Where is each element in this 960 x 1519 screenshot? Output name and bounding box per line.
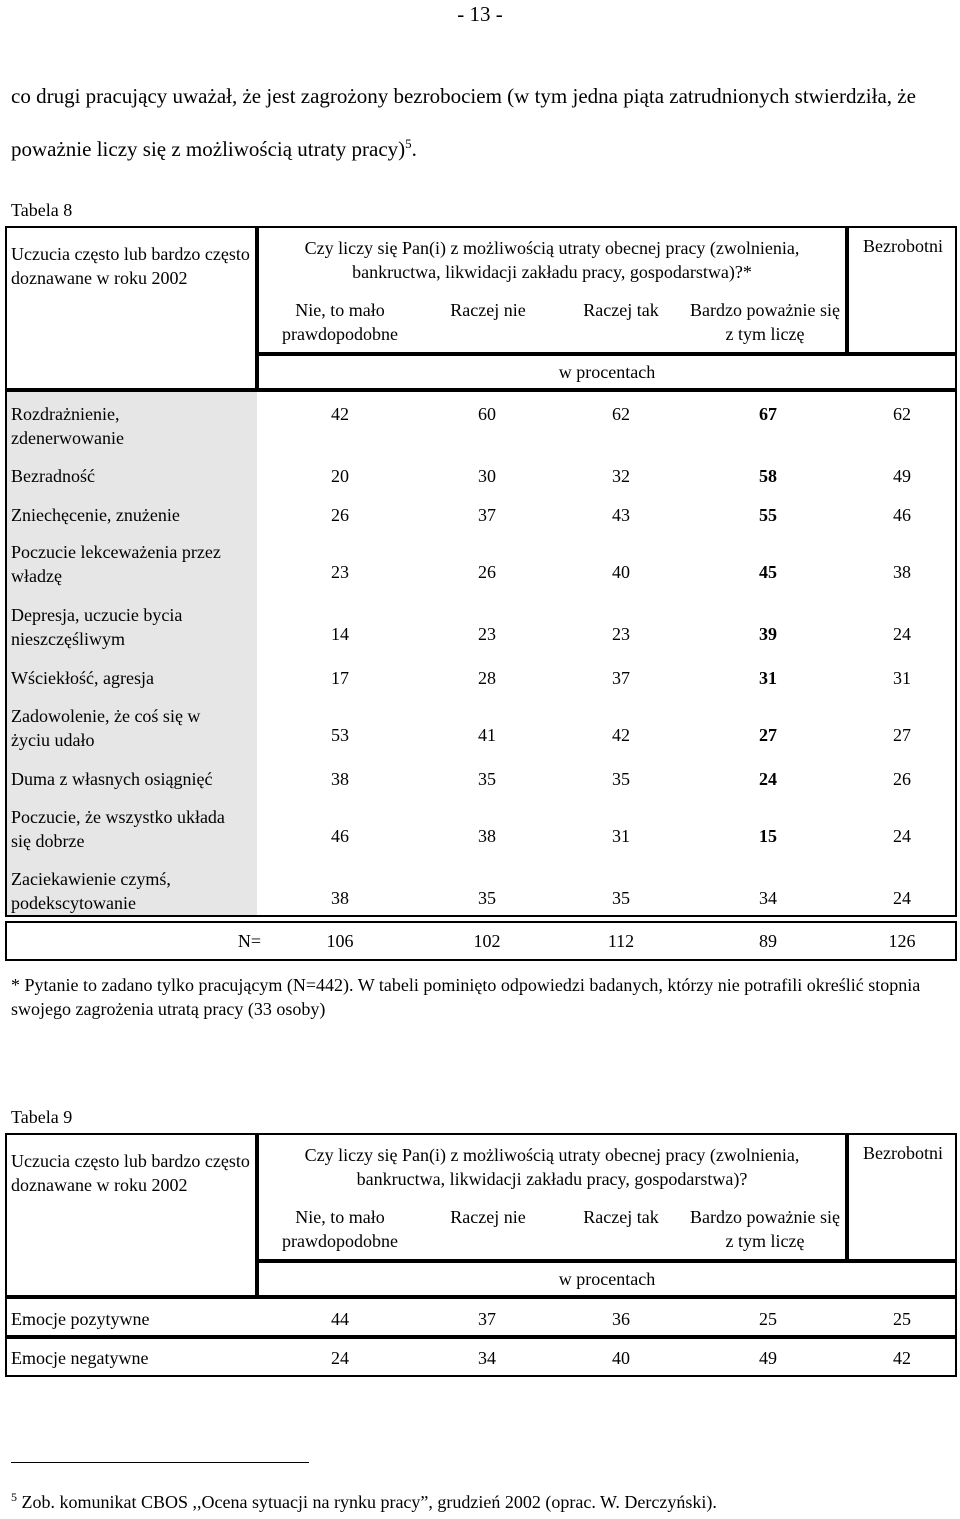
table8-cell: 34 [759,888,777,908]
table8-cell: 62 [612,404,630,424]
table9-unemployed-header: Bezrobotni [863,1143,943,1163]
table8-col-header-3: Raczej tak [583,300,659,320]
table8-cell: 39 [759,624,777,644]
table8-n-cell: 89 [759,931,777,951]
table8-cell: 20 [331,466,349,486]
table8-label: Tabela 8 [11,200,73,220]
table8-cell: 38 [331,769,349,789]
table8-cell: 58 [759,466,777,486]
table8-cell: 24 [759,769,777,789]
table8-cell: 31 [759,668,777,688]
table8-n-cell: 102 [473,931,501,951]
table8-unemployed-header: Bezrobotni [863,236,943,256]
table8-cell: 15 [759,826,777,846]
table8-cell: 23 [331,562,349,582]
table8-cell: 53 [331,725,349,745]
table8-cell: 46 [893,505,911,525]
table9-row-label: Emocje pozytywne [11,1309,150,1329]
table9-row-header: Uczucia często lub bardzo często doznawane w roku 2002 [11,1151,250,1195]
table8-cell: 24 [893,624,911,644]
table8-cell: 35 [478,769,496,789]
table9-row-label: Emocje negatywne [11,1348,149,1368]
table9 [5,1133,957,1383]
table8-cell: 24 [893,826,911,846]
table9-cell: 36 [612,1309,630,1329]
table8-cell: 35 [612,888,630,908]
table9-cell: 25 [893,1309,911,1329]
table8-cell: 23 [612,624,630,644]
table9-col-header-2: Raczej nie [450,1207,526,1227]
table8-cell: 38 [331,888,349,908]
table8-cell: 26 [893,769,911,789]
table8-cell: 31 [893,668,911,688]
table9-label: Tabela 9 [11,1107,73,1127]
footnote-separator [11,1462,309,1463]
table8-cell: 32 [612,466,630,486]
table8-row-label: Poczucie lekceważenia przez władzę [11,542,221,586]
table9-cell: 40 [612,1348,630,1368]
table8-row-label: Depresja, uczucie bycia nieszczęśliwym [11,605,183,649]
table8-row-label: Zadowolenie, że coś się w życiu udało [11,706,201,750]
table9-cell: 24 [331,1348,349,1368]
table8-col-header-4: Bardzo poważnie się z tym liczę [690,300,840,344]
table9-cell: 25 [759,1309,777,1329]
table8-cell: 40 [612,562,630,582]
table8-cell: 35 [612,769,630,789]
table8-row-label: Zaciekawienie czymś, podekscytowanie [11,869,171,913]
table8-cell: 62 [893,404,911,424]
table9-cell: 44 [331,1309,349,1329]
table8-cell: 35 [478,888,496,908]
table8-cell: 31 [612,826,630,846]
table8-cell: 27 [893,725,911,745]
table8-cell: 17 [331,668,349,688]
page-number: - 13 - [457,2,503,26]
footnote-5-text: Zob. komunikat CBOS ,,Ocena sytuacji na rynku pracy”, grudzień 2002 (oprac. W. Derczyński). [17,1492,717,1512]
table8-n-label: N= [237,931,261,951]
table8-row-header: Uczucia często lub bardzo często doznawane w roku 2002 [11,244,250,288]
table8-row-label: Wściekłość, agresja [11,668,154,688]
table9-cell: 42 [893,1348,911,1368]
table8-col-header-1: Nie, to mało prawdopodobne [282,300,398,344]
table8-cell: 23 [478,624,496,644]
table8-cell: 37 [612,668,630,688]
table8-cell: 38 [893,562,911,582]
table8-cell: 14 [331,624,349,644]
table8-footnote: * Pytanie to zadano tylko pracującym (N=442). W tabeli pominięto odpowiedzi badanych, którzy nie potrafili określić stopnia swojego zagrożenia utratą pracy (33 osoby) [11,975,921,1019]
table9-col-header-4: Bardzo poważnie się z tym liczę [690,1207,840,1251]
table8-cell: 26 [331,505,349,525]
table8-cell: 55 [759,505,777,525]
table9-col-header-1: Nie, to mało prawdopodobne [282,1207,398,1251]
table8-cell: 67 [759,404,777,424]
footnote-ref: 5 [405,136,412,151]
table8-cell: 27 [759,725,777,745]
table8-row-label: Zniechęcenie, znużenie [11,505,180,525]
table8-row-label: Duma z własnych osiągnięć [11,769,213,789]
table9-col-header-3: Raczej tak [583,1207,659,1227]
table8-cell: 38 [478,826,496,846]
table8-cell: 45 [759,562,777,582]
table8-n-cell: 106 [326,931,354,951]
table8-cell: 60 [478,404,496,424]
table8-row-label: Poczucie, że wszystko układa się dobrze [11,807,225,851]
table8-n-cell: 126 [888,931,916,951]
table8-cell: 41 [478,725,496,745]
table8-cell: 30 [478,466,496,486]
table8-cell: 42 [612,725,630,745]
footnote-5-ref: 5 [11,1490,17,1504]
table9-cell: 34 [478,1348,496,1368]
table8-unit: w procentach [558,362,656,382]
table9-unit: w procentach [558,1269,656,1289]
table8-cell: 43 [612,505,630,525]
table9-question: Czy liczy się Pan(i) z możliwością utraty obecnej pracy (zwolnienia, bankructwa, likwidacji zakładu pracy, gospodarstwa)? [304,1145,800,1189]
table8-cell: 26 [478,562,496,582]
table9-cell: 37 [478,1309,496,1329]
table8-col-header-2: Raczej nie [450,300,526,320]
table8-cell: 24 [893,888,911,908]
table8-row-label: Rozdrażnienie, zdenerwowanie [11,404,124,448]
table8-cell: 28 [478,668,496,688]
table8 [5,226,957,964]
intro-paragraph: co drugi pracujący uważał, że jest zagrożony bezrobociem (w tym jedna piąta zatrudnionych stwierdziła, że poważnie liczy się z możliwością utraty pracy)$^5$. [11,84,916,161]
table8-cell: 49 [893,466,911,486]
table8-cell: 42 [331,404,349,424]
table8-cell: 37 [478,505,496,525]
table9-cell: 49 [759,1348,777,1368]
table8-n-cell: 112 [607,931,635,951]
footnote-5 [11,1490,717,1513]
table8-cell: 46 [331,826,349,846]
table8-question: Czy liczy się Pan(i) z możliwością utraty obecnej pracy (zwolnienia, bankructwa, likwidacji zakładu pracy, gospodarstwa)?* [304,238,800,282]
table8-row-label: Bezradność [11,466,95,486]
